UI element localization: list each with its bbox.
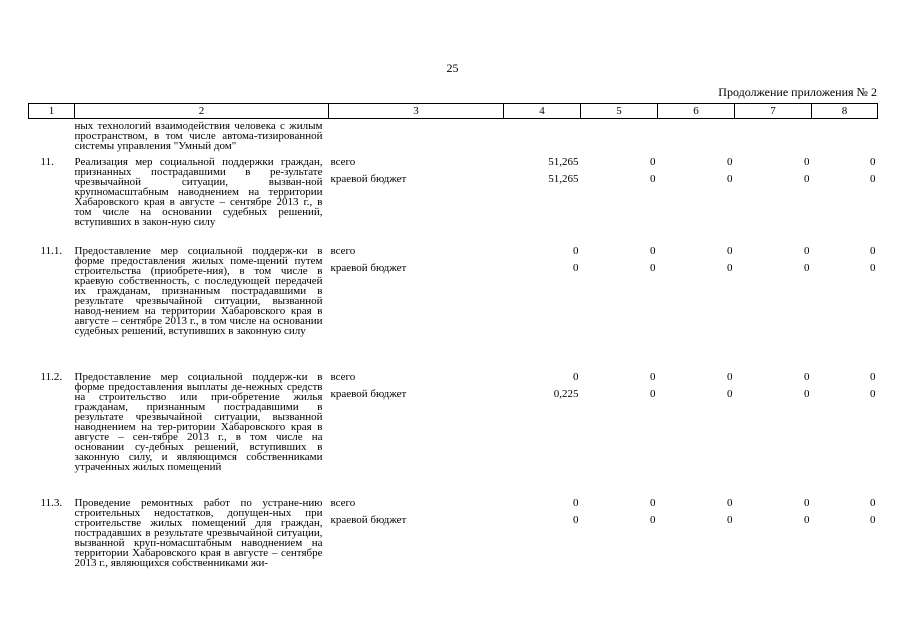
value-cell-col6: 0 0: [727, 156, 733, 185]
header-col-2: 2: [75, 104, 329, 119]
header-col-7: 7: [735, 104, 812, 119]
continuation-text: ных технологий взаимодействия человека с жилым пространством, в том числе автома-тизированной системы управления "Умный дом": [74, 120, 323, 152]
funding-source-cell: [329, 240, 504, 366]
value-cell-col4: 0 0: [573, 245, 579, 274]
value-cell-col8: 0 0: [870, 245, 876, 274]
funding-source-cell: [329, 151, 504, 240]
value-cell-col8: 0 0: [870, 371, 876, 400]
value-cell-col5: 0 0: [650, 497, 656, 526]
value-cell-col7: 0 0: [804, 371, 810, 400]
table-row: [29, 366, 878, 492]
header-col-4: 4: [504, 104, 581, 119]
funding-source-total: всего: [330, 497, 356, 509]
funding-source-regional: краевой бюджет: [330, 262, 407, 274]
row-description: Проведение ремонтных работ по устране-нию строительных недостатков, допущен-ных при строительстве жилых помещений для граждан, пострадавших в результате чрезвычайной ситуации, вызванной круп-номасштабным наводнением на территории Хабаровского края в августе – сентябре 2013 г., являющихся собственниками жи-: [74, 497, 323, 569]
table-row: [29, 151, 878, 240]
table-row: [29, 240, 878, 366]
value-cell-col6: 0 0: [727, 371, 733, 400]
value-cell-col7: 0 0: [804, 497, 810, 526]
page-number: 25: [446, 61, 459, 75]
value-cell-col6: 0 0: [727, 497, 733, 526]
row-number: 11.: [40, 156, 54, 168]
row-number: 11.3.: [40, 497, 63, 509]
appendix-continuation-label: Продолжение приложения № 2: [718, 85, 877, 99]
funding-source-cell: [329, 492, 504, 568]
value-cell-col8: 0 0: [870, 156, 876, 185]
value-cell-col8: 0 0: [870, 497, 876, 526]
table-row-continuation: [29, 119, 878, 152]
value-cell-col6: 0 0: [727, 245, 733, 274]
budget-table: [28, 103, 878, 568]
row-number: 11.2.: [40, 371, 63, 383]
row-description: Предоставление мер социальной поддерж-ки в форме предоставления выплаты де-нежных средств на строительство или при-обретение жилья гражданам, признанным пострадавшими в результате чрезвычайной ситуации, вызванной наводнением на тер-ритории Хабаровского края в августе – сен-тябре 2013 г., в том числе на основании су-дебных решений, вступивших в законную силу, и являющимся собственниками утраченных жилых помещений: [74, 371, 323, 473]
header-col-3: 3: [329, 104, 504, 119]
header-col-1: 1: [29, 104, 75, 119]
row-number: 11.1.: [40, 245, 63, 257]
value-cell-col4: 51,265 51,265: [548, 156, 579, 185]
table-header-row: [29, 104, 878, 119]
funding-source-regional: краевой бюджет: [330, 388, 407, 400]
value-cell-col5: 0 0: [650, 245, 656, 274]
value-cell-col7: 0 0: [804, 245, 810, 274]
value-cell-col5: 0 0: [650, 371, 656, 400]
value-cell-col7: 0 0: [804, 156, 810, 185]
value-cell-col4: 0 0: [573, 497, 579, 526]
funding-source-total: всего: [330, 371, 356, 383]
funding-source-regional: краевой бюджет: [330, 514, 407, 526]
funding-source-regional: краевой бюджет: [330, 173, 407, 185]
row-description: Предоставление мер социальной поддерж-ки в форме предоставления жилых поме-щений путем строительства (приобрете-ния), в том числе в краевую собственность, с последующей передачей их гражданам, признанным пострадавшими в результате чрезвычайной ситуации, вызванной навод-нением на территории Хабаровского края в августе – сентябре 2013 г., в том числе на основании судебных решений, вступивших в законную силу: [74, 245, 323, 337]
table-row: [29, 492, 878, 568]
funding-source-cell: [329, 366, 504, 492]
funding-source-total: всего: [330, 156, 356, 168]
value-cell-col4: 0 0,225: [553, 371, 579, 400]
value-cell-col5: 0 0: [650, 156, 656, 185]
row-description: Реализация мер социальной поддержки граждан, признанных пострадавшими в ре-зультате чрезвычайной ситуации, вызван-ной крупномасштабным наводнением на территории Хабаровского края в августе – сентябре 2013 г., в том числе на основании судебных решений, вступивших в закон-ную силу: [74, 156, 323, 228]
header-col-8: 8: [812, 104, 878, 119]
header-col-6: 6: [658, 104, 735, 119]
funding-source-total: всего: [330, 245, 356, 257]
header-col-5: 5: [581, 104, 658, 119]
